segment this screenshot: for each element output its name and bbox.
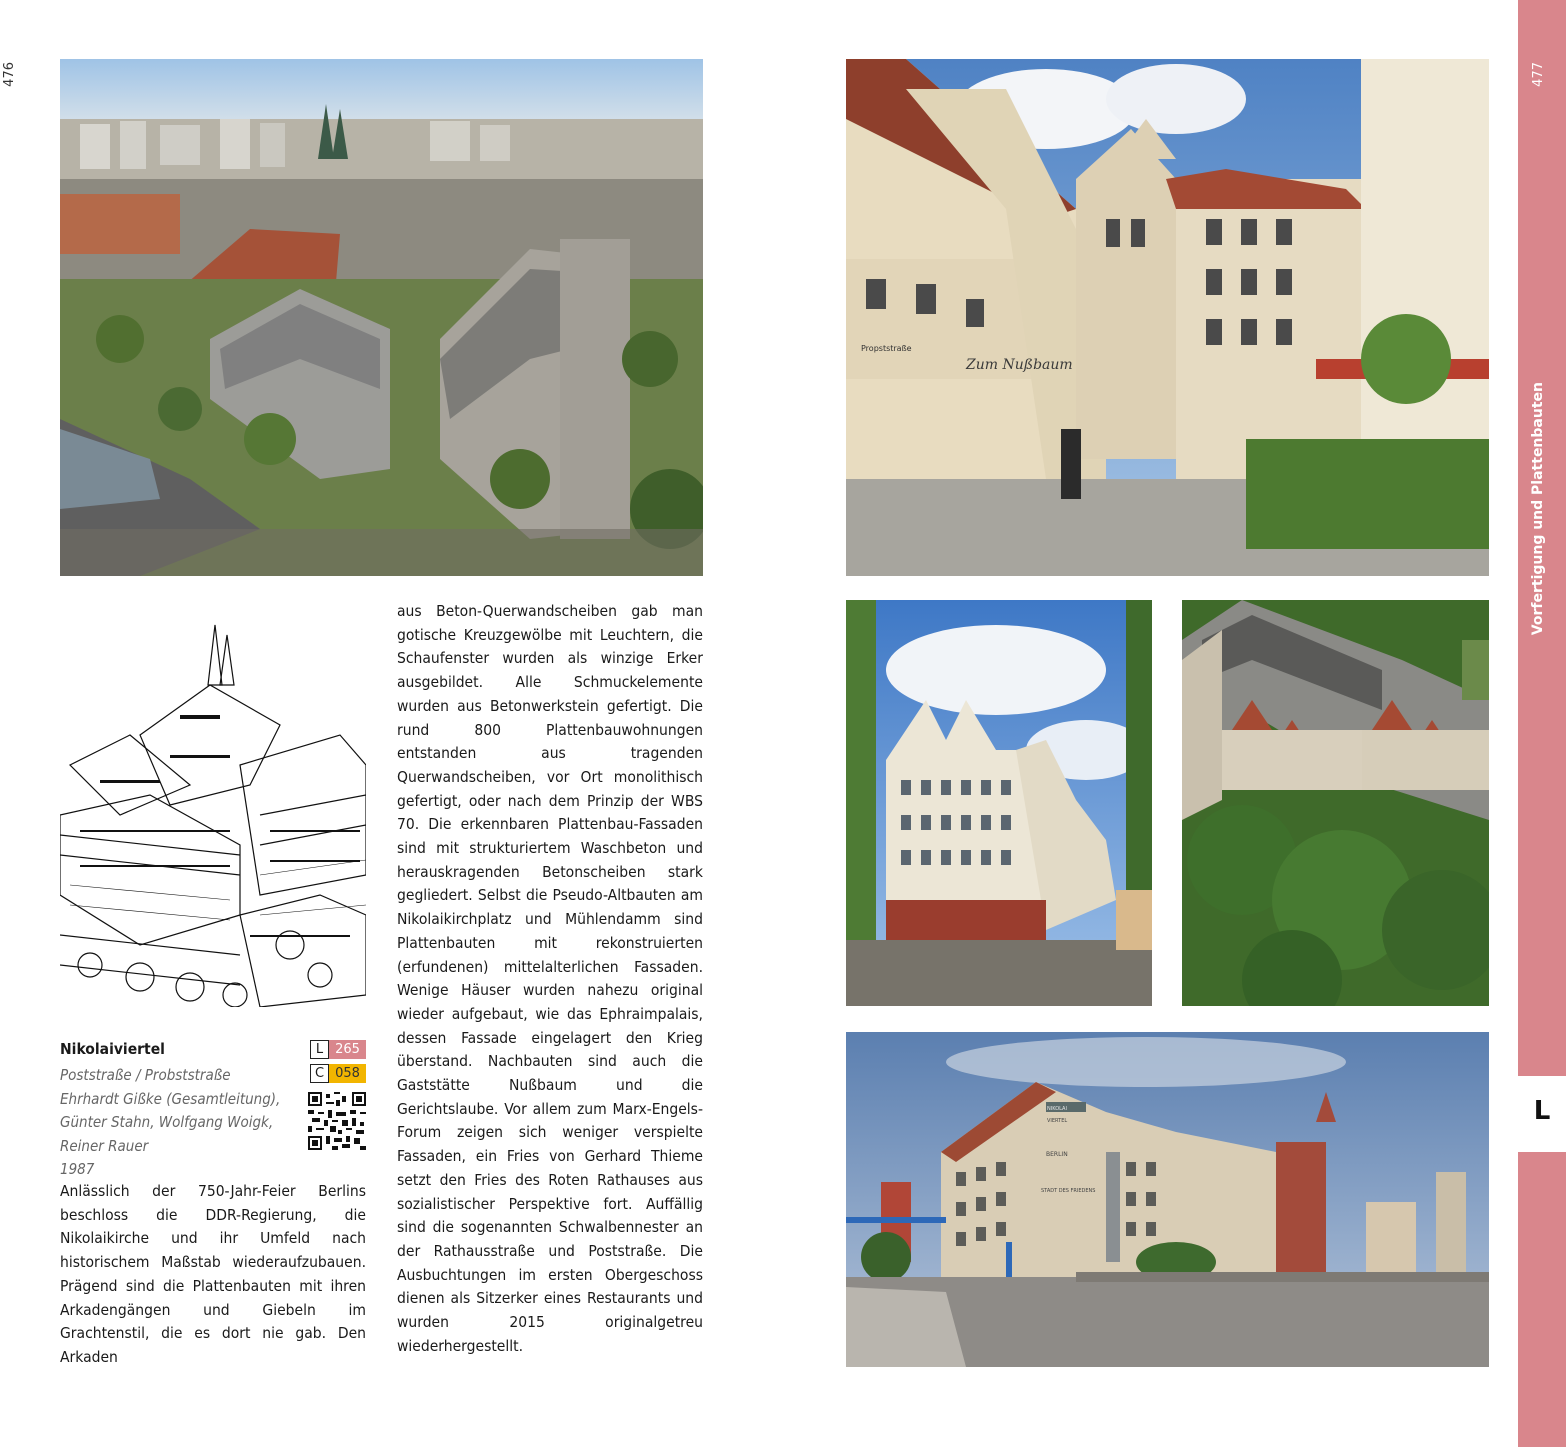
paragraph: Anlässlich der 750-Jahr-Feier Berlins beschloss die DDR-Regierung, die Nikolaikirche und ihr Umfeld nach historischem Maßstab wiederaufzubauen. Prägend sind die Plattenbauten mit ihren Arkadengängen und Giebeln im Grachtenstil, die es dort nie gab. Den Arkaden [60,1182,366,1366]
roofs-aerial-photo [1182,600,1489,1006]
section-letter: L [1533,1096,1551,1126]
entry-architects-1: Ehrhardt Gißke (Gesamtleitung), [60,1089,281,1108]
entry-architects-2: Günter Stahn, Wolfgang Woigk, [60,1113,274,1132]
facade-sign-3: BERLIN [1046,1151,1068,1158]
aerial-photo [60,59,703,576]
entry-title: Nikolaiviertel [60,1040,165,1058]
gabled-facade-photo [846,600,1152,1006]
entry-year: 1987 [60,1160,95,1179]
entry-address: Poststraße / Probststraße [60,1066,231,1084]
badge-c-number: 058 [329,1064,366,1083]
map-reference-l [310,1040,366,1059]
paragraph: aus Beton-Querwandscheiben gab man gotische Kreuzgewölbe mit Leuchtern, die Schaufenster wurden als winzige Erker ausgebildet. Alle Schmuckelemente wurden aus Betonwerkstein gefertigt. Die rund 800 Plattenbauwohnungen entstanden aus tragenden Querwandscheiben, vor Ort monolithisch gefertigt, oder nach dem Prinzip der WBS 70. Die erkennbaren Plattenbau-Fassaden sind mit strukturiertem Waschbeton und herauskragenden Betonscheiben stark gegliedert. Selbst die Pseudo-Altbauten am Nikolaikirchplatz und Mühlendamm sind Plattenbauten mit rekonstruierten (erfundenen) mittelalterlichen Fassaden. Wenige Häuser wurden nahezu original wieder aufgebaut, wie das Ephraimpalais, dessen Fassade eingelagert den Krieg überstand. Nachbauten sind auch die Gaststätte Nußbaum und die Gerichtslaube. Vor allem zum Marx-Engels-Forum zeigen sich weniger verspielte Fassaden, ein Fries von Gerhard Thieme setzt den Fries des Roten Rathauses aus sozialistischer Perspektive fort. Auffällig sind die sogenannten Schwalbennester an der Rathausstraße und Poststraße. Die Ausbuchtungen im ersten Obergeschoss dienen als Sitzerker eines Restaurants und wurden 2015 originalgetreu wiederhergestellt. [397,602,703,1355]
entry-architects-3: Reiner Rauer [60,1136,149,1155]
body-text-column-2 [397,600,703,1359]
page-number-left: 476 [2,62,17,87]
badge-l-number: 265 [329,1040,366,1059]
map-reference-c [310,1064,366,1083]
badge-c-letter: C [310,1064,329,1083]
section-tab-lower [1518,1152,1566,1447]
facade-sign-4: STADT DES FRIEDENS [1041,1188,1096,1194]
section-label: Vorfertigung und Plattenbauten [1530,382,1546,636]
body-text-column-1 [60,1180,366,1370]
facade-sign-1: NIKOLAI [1047,1106,1067,1112]
qr-code[interactable] [308,1092,366,1150]
facade-sign-2: VIERTEL [1047,1118,1068,1124]
badge-l-letter: L [310,1040,329,1059]
entry-meta [60,1064,310,1182]
bridge-building-photo [846,1032,1489,1367]
street-sign: Propststraße [861,344,912,353]
sketch-illustration [60,615,366,1007]
page-number-right: 477 [1531,62,1546,87]
street-scene-photo [846,59,1489,576]
restaurant-sign: Zum Nußbaum [966,357,1073,373]
